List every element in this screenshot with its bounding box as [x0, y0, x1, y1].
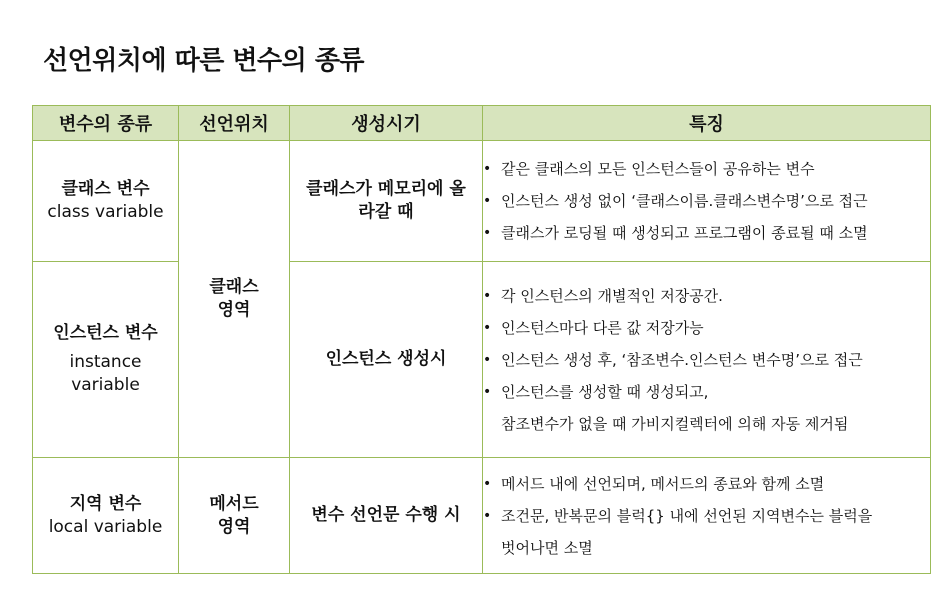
header-variable-type: 변수의 종류 [33, 106, 179, 141]
header-creation-time: 생성시기 [290, 106, 483, 141]
variable-name-en: class variable [47, 202, 164, 222]
table-row [33, 141, 931, 262]
variable-type-cell [33, 141, 179, 262]
features-list [483, 153, 930, 249]
list-item [483, 376, 930, 440]
variable-name-ko: 지역 변수 [69, 493, 142, 514]
location-class-area: 클래스 영역 [209, 277, 259, 320]
table-row [33, 262, 931, 458]
variable-type-cell [33, 262, 179, 458]
list-item: • 클래스가 로딩될 때 생성되고 프로그램이 종료될 때 소멸 [483, 217, 930, 249]
table-header-row [33, 106, 931, 141]
variable-name-ko: 클래스 변수 [61, 179, 150, 199]
creation-time-cell [290, 458, 483, 574]
location-method-area: 메서드 영역 [209, 493, 259, 537]
features-list [483, 468, 930, 564]
features-cell [483, 141, 931, 262]
list-item: • 메서드 내에 선언되며, 메서드의 종료와 함께 소멸 [483, 468, 930, 500]
features-list [483, 280, 930, 440]
header-features: 특징 [483, 106, 931, 141]
list-item: • 인스턴스 생성 후, ‘참조변수.인스턴스 변수명’으로 접근 [483, 344, 930, 376]
list-item-continuation: 벗어나면 소멸 [501, 538, 593, 557]
variable-name-ko: 인스턴스 변수 [53, 323, 158, 343]
list-item: • 인스턴스마다 다른 값 저장가능 [483, 312, 930, 344]
declaration-location-cell [179, 458, 290, 574]
variable-name-en: instance variable [69, 352, 142, 395]
list-item-text: 인스턴스를 생성할 때 생성되고, [501, 382, 709, 401]
header-declaration-location: 선언위치 [179, 106, 290, 141]
creation-time-text: 인스턴스 생성시 [325, 349, 447, 369]
creation-time-cell [290, 262, 483, 458]
variable-types-table [32, 105, 931, 574]
creation-time-cell [290, 141, 483, 262]
table-row [33, 458, 931, 574]
features-cell [483, 262, 931, 458]
variable-name-en: local variable [48, 516, 163, 537]
declaration-location-cell [179, 141, 290, 458]
list-item: • 같은 클래스의 모든 인스턴스들이 공유하는 변수 [483, 153, 930, 185]
list-item-continuation: 참조변수가 없을 때 가비지컬렉터에 의해 자동 제거됨 [501, 414, 849, 433]
creation-time-text: 변수 선언문 수행 시 [311, 505, 461, 525]
page-title: 선언위치에 따른 변수의 종류 [43, 46, 365, 76]
list-item: • 각 인스턴스의 개별적인 저장공간. [483, 280, 930, 312]
features-cell [483, 458, 931, 574]
variable-type-cell [33, 458, 179, 574]
list-item-text: 조건문, 반복문의 블럭{} 내에 선언된 지역변수는 블럭을 [501, 506, 873, 525]
creation-time-text: 클래스가 메모리에 올라갈 때 [306, 179, 466, 222]
list-item [483, 500, 930, 564]
list-item: • 인스턴스 생성 없이 ‘클래스이름.클래스변수명’으로 접근 [483, 185, 930, 217]
